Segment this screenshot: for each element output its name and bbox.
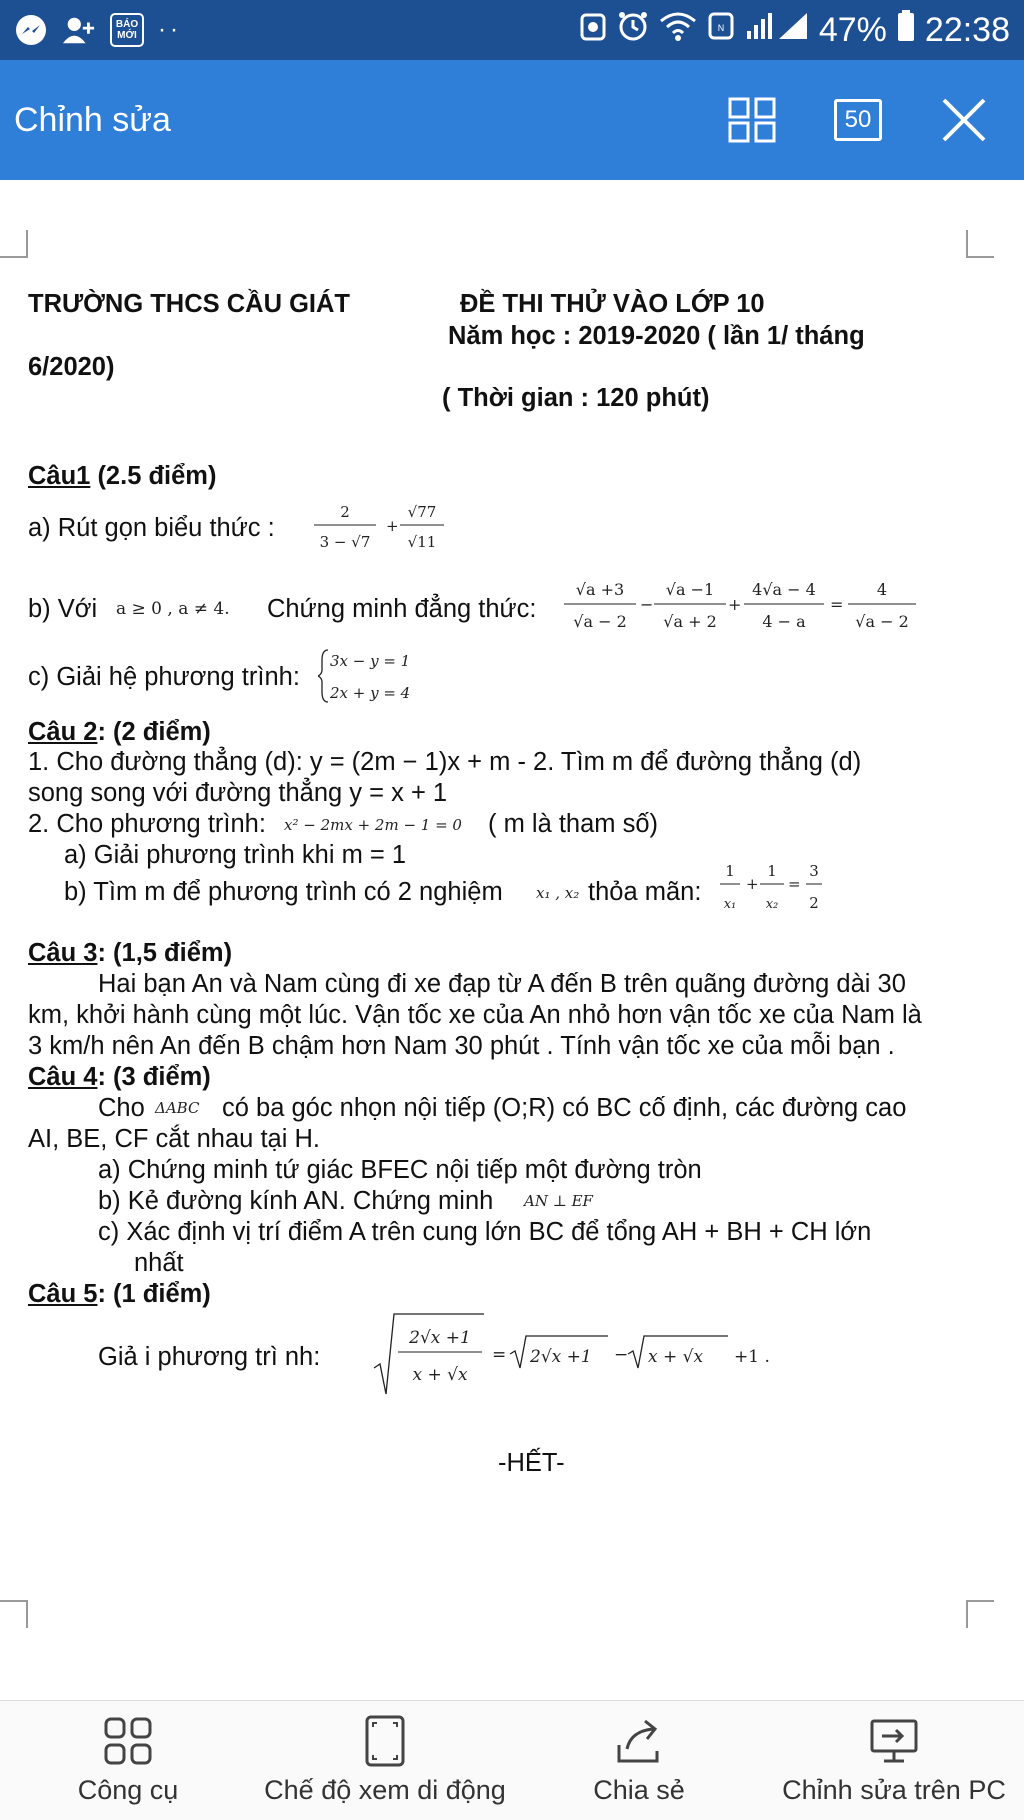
q2b-n1: 1 — [725, 862, 735, 880]
toolbar-title: Chỉnh sửa — [14, 100, 171, 139]
wifi-icon — [659, 11, 697, 50]
messenger-icon — [14, 13, 48, 47]
svg-text:+: + — [728, 595, 742, 614]
share-icon — [613, 1715, 665, 1767]
page-corner-br — [966, 1600, 994, 1628]
q1-label: Câu1 — [28, 462, 91, 490]
q5-expression — [372, 1310, 792, 1400]
grid-view-icon — [728, 97, 776, 143]
school-year: Năm học : 2019-2020 ( lần 1/ tháng — [448, 322, 865, 350]
school-name: TRƯỜNG THCS CẦU GIÁT — [28, 290, 350, 318]
page-count-button[interactable] — [834, 99, 882, 141]
q5-r2: x + √x — [648, 1347, 704, 1367]
q3-line2: km, khởi hành cùng một lúc. Vận tốc xe của An nhỏ hơn vận tốc xe của Nam là — [28, 1001, 922, 1029]
q2-line3b: ( m là tham số) — [488, 810, 659, 838]
q2-line2: song song với đường thẳng y = x + 1 — [28, 779, 448, 807]
edit-on-pc-label: Chỉnh sửa trên PC — [782, 1775, 1006, 1805]
q4-triangle: ΔABC — [155, 1099, 200, 1117]
q3-line3: 3 km/h nên An đến B chậm hơn Nam 30 phút . Tính vận tốc xe của mỗi bạn . — [28, 1032, 895, 1060]
q4-line1b: có ba góc nhọn nội tiếp (O;R) có BC cố định, các đường cao — [222, 1094, 907, 1122]
q1-points: (2.5 điểm) — [90, 462, 217, 490]
q3-line1: Hai bạn An và Nam cùng đi xe đạp từ A đến B trên quãng đường dài 30 — [98, 970, 906, 998]
svg-text:=: = — [492, 1345, 507, 1365]
page-corner-tr — [966, 230, 994, 258]
q1c-eq2: 2x + y = 4 — [330, 684, 411, 702]
q5-r1: 2√x +1 — [530, 1347, 592, 1367]
add-friend-icon — [62, 13, 96, 47]
battery-icon — [897, 10, 915, 51]
q4-heading — [28, 1062, 211, 1093]
q1b-text-1: b) Với — [28, 595, 98, 623]
alarm-icon — [617, 10, 649, 51]
q1c-text: c) Giải hệ phương trình: — [28, 663, 300, 691]
exam-title: ĐỀ THI THỬ VÀO LỚP 10 — [460, 290, 765, 318]
q1a-n2: √77 — [407, 503, 437, 521]
q4b-math: AN ⊥ EF — [524, 1192, 593, 1210]
q2a-text: a) Giải phương trình khi m = 1 — [64, 841, 407, 869]
edit-on-pc-icon — [868, 1715, 920, 1767]
q2b-text-2: thỏa mãn: — [588, 878, 702, 906]
svg-text:N: N — [717, 22, 725, 33]
q1a-n1: 2 — [340, 503, 350, 521]
svg-text:=: = — [788, 875, 801, 893]
q2-line3a: 2. Cho phương trình: — [28, 810, 266, 838]
document-page[interactable] — [0, 180, 1024, 1700]
q2b-rd: 2 — [809, 894, 819, 912]
svg-text:−: − — [614, 1345, 629, 1365]
bottom-action-bar — [0, 1700, 1024, 1820]
q1b-rn: 4 — [876, 580, 888, 599]
end-marker: -HẾT- — [498, 1449, 565, 1477]
q1b-f3d: 4 − a — [762, 612, 806, 631]
mobile-view-icon — [359, 1715, 411, 1767]
q5-den: x + √x — [412, 1365, 468, 1385]
q2-equation: x² − 2mx + 2m − 1 = 0 — [284, 816, 462, 834]
q2b-d2: x₂ — [765, 897, 779, 912]
tools-label: Công cụ — [77, 1775, 179, 1805]
close-icon — [940, 96, 988, 144]
app-toolbar — [0, 60, 1024, 180]
battery-level: 47% — [818, 10, 887, 49]
q4-line2: AI, BE, CF cắt nhau tại H. — [28, 1125, 320, 1153]
q1b-expression — [560, 573, 920, 637]
q1b-f2d: √a + 2 — [663, 612, 717, 631]
q2b-expression — [718, 854, 828, 918]
q1b-f1d: √a − 2 — [573, 612, 627, 631]
tools-icon — [102, 1715, 154, 1767]
q2-heading — [28, 717, 211, 748]
bao-moi-bottom-text: MỚI — [117, 30, 137, 41]
q1c-system — [318, 646, 438, 706]
page-count-icon: 50 — [834, 99, 882, 141]
q1a-d2: √11 — [407, 533, 437, 551]
svg-text:+: + — [746, 875, 759, 893]
clock-time: 22:38 — [924, 10, 1010, 49]
q4c-text-2: nhất — [134, 1249, 184, 1277]
recycle-icon — [579, 11, 607, 50]
q2b-roots: x₁ , x₂ — [536, 884, 580, 902]
status-bar — [0, 0, 1024, 60]
q1a-expression — [312, 495, 452, 557]
share-button[interactable] — [574, 1715, 704, 1806]
q1a-d1: 3 − √7 — [319, 533, 371, 551]
q4-line1a: Cho — [98, 1094, 145, 1122]
mobile-view-label: Chế độ xem di động — [264, 1775, 506, 1805]
q5-text: Giả i phương trì nh: — [98, 1343, 321, 1371]
q1b-rd: √a − 2 — [855, 612, 909, 631]
q1b-condition: a ≥ 0 , a ≠ 4. — [116, 599, 230, 619]
q2-line1: 1. Cho đường thẳng (d): y = (2m − 1)x + m - 2. Tìm m để đường thẳng (d) — [28, 748, 862, 776]
more-dots-icon: ·· — [158, 16, 182, 43]
bao-moi-top-text: BÁO — [115, 19, 139, 30]
q2-points: : (2 điểm) — [97, 718, 211, 746]
q1b-f1n: √a +3 — [575, 580, 625, 599]
q2b-text-1: b) Tìm m để phương trình có 2 nghiệm — [64, 878, 503, 906]
exam-duration: ( Thời gian : 120 phút) — [442, 384, 710, 412]
close-button[interactable] — [940, 96, 988, 144]
grid-view-button[interactable] — [728, 97, 776, 143]
q1b-f3n: 4√a − 4 — [752, 580, 816, 599]
school-year-cont: 6/2020) — [28, 353, 115, 381]
q1c-eq1: 3x − y = 1 — [330, 652, 411, 670]
q2b-n2: 1 — [767, 862, 777, 880]
svg-text:=: = — [830, 595, 844, 614]
q2b-d1: x₁ — [723, 897, 737, 912]
share-label: Chia sẻ — [593, 1775, 685, 1805]
signal-icon — [745, 11, 809, 50]
q1a-text: a) Rút gọn biểu thức : — [28, 514, 275, 542]
q3-points: : (1,5 điểm) — [97, 939, 233, 967]
tools-button[interactable] — [58, 1715, 198, 1806]
edit-on-pc-button[interactable] — [774, 1715, 1014, 1806]
q4-points: : (3 điểm) — [97, 1063, 211, 1091]
q5-heading — [28, 1279, 211, 1310]
q4a-text: a) Chứng minh tứ giác BFEC nội tiếp một đường tròn — [98, 1156, 702, 1184]
q1-heading — [28, 461, 216, 492]
q4b-text: b) Kẻ đường kính AN. Chứng minh — [98, 1187, 494, 1215]
q5-points: : (1 điểm) — [97, 1280, 211, 1308]
page-corner-bl — [0, 1600, 28, 1628]
svg-text:−: − — [640, 595, 654, 614]
q3-label: Câu 3 — [28, 939, 98, 967]
mobile-view-button[interactable] — [250, 1715, 520, 1806]
bao-moi-icon — [110, 13, 144, 47]
q2-label: Câu 2 — [28, 718, 98, 746]
q1b-f2n: √a −1 — [665, 580, 715, 599]
q5-tail: +1 . — [734, 1347, 770, 1367]
nfc-icon — [707, 11, 735, 50]
q4c-text-1: c) Xác định vị trí điểm A trên cung lớn BC để tổng AH + BH + CH lớn — [98, 1218, 872, 1246]
svg-text:+: + — [386, 517, 399, 535]
q1b-text-2: Chứng minh đẳng thức: — [267, 595, 537, 623]
q4-label: Câu 4 — [28, 1063, 98, 1091]
q5-label: Câu 5 — [28, 1280, 98, 1308]
q5-num: 2√x +1 — [409, 1328, 471, 1348]
page-corner-tl — [0, 230, 28, 258]
q2b-rn: 3 — [809, 862, 819, 880]
q3-heading — [28, 938, 232, 969]
